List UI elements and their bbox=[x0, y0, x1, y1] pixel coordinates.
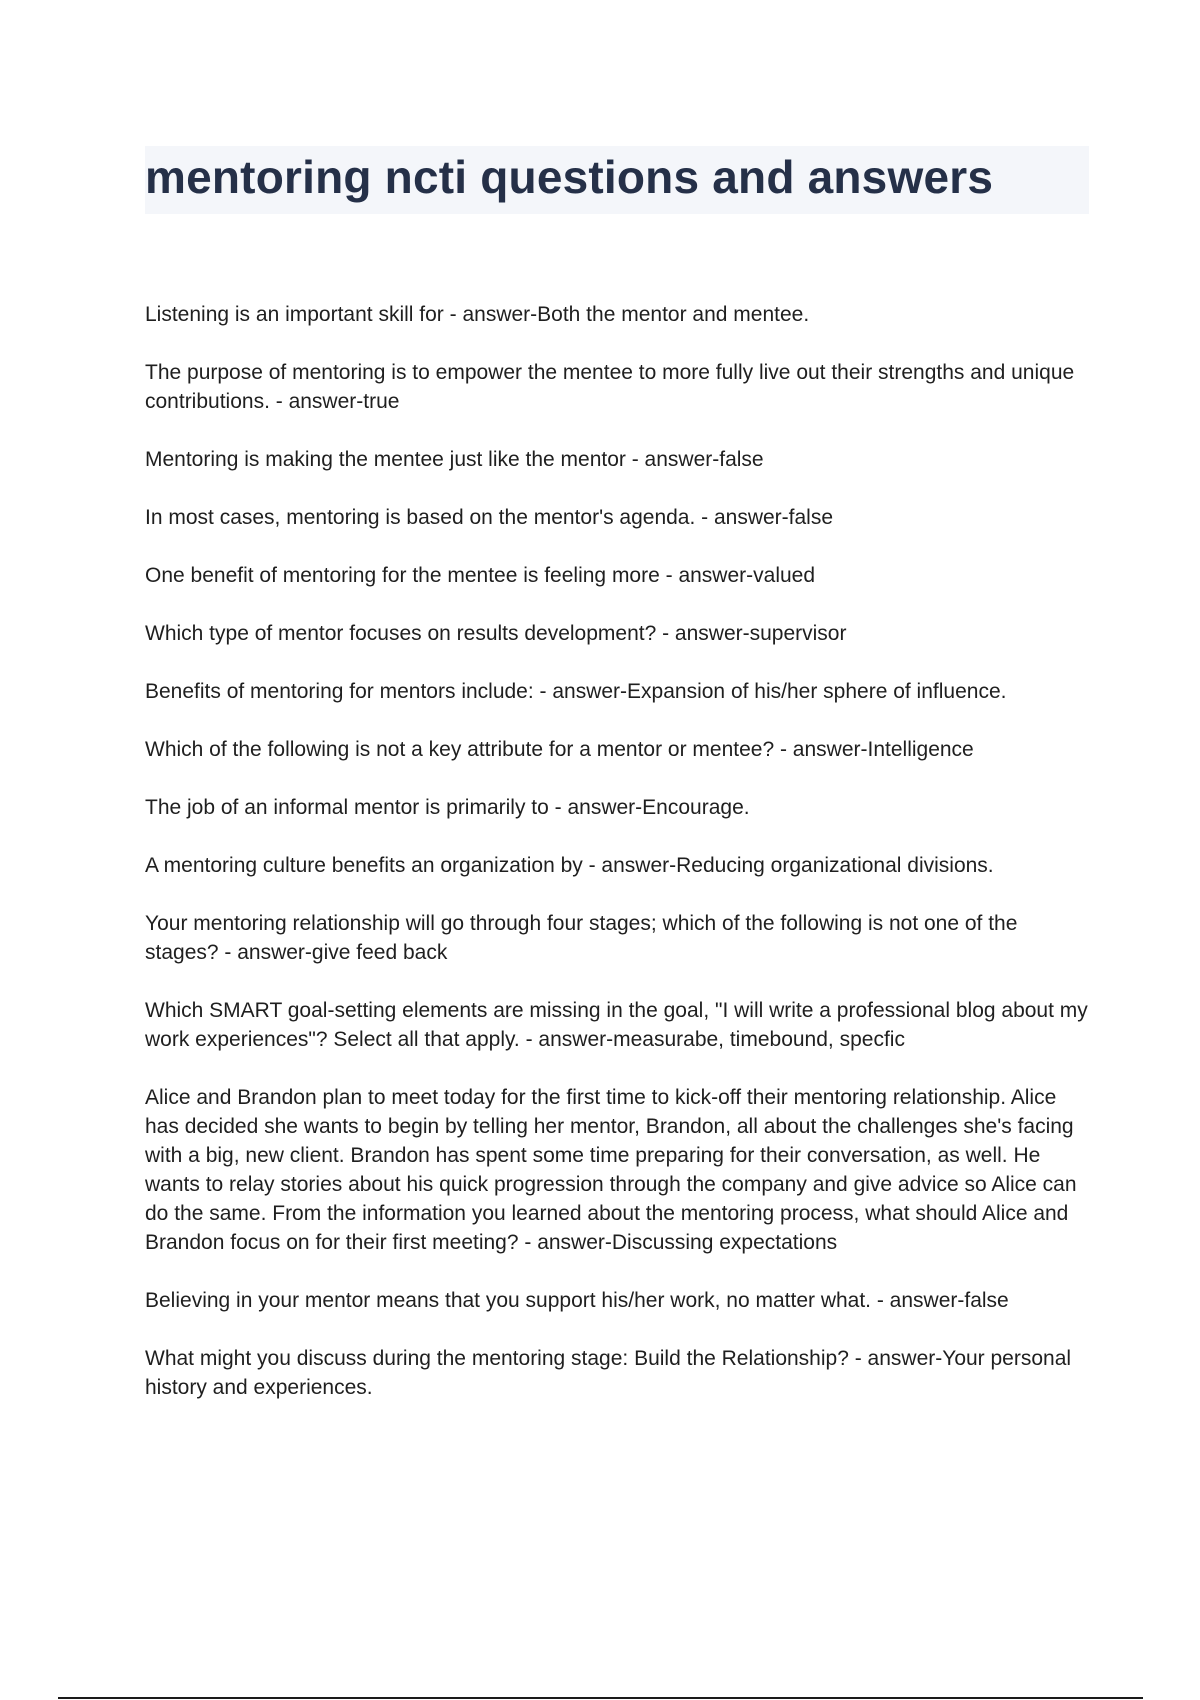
qa-item-8: Which of the following is not a key attribute for a mentor or mentee? - answer-Intelligence bbox=[145, 738, 974, 761]
qa-item-15: What might you discuss during the mentoring stage: Build the Relationship? - answer-Your personal history and experiences. bbox=[145, 1347, 1072, 1399]
qa-item-1: Listening is an important skill for - answer-Both the mentor and mentee. bbox=[145, 303, 810, 326]
footer-divider bbox=[58, 1697, 1143, 1699]
qa-item-13: Alice and Brandon plan to meet today for the first time to kick-off their mentoring relationship. Alice has decided she wants to begin by telling her mentor, Brandon, all about the challenges she's facing with a big, new client. Brandon has spent some time preparing for their conversation, as well. He wants to relay stories about his quick progression through the company and give advice so Alice can do the same. From the information you learned about the mentoring process, what should Alice and Brandon focus on for their first meeting? - answer-Discussing expectations bbox=[145, 1086, 1077, 1254]
qa-item-4: In most cases, mentoring is based on the mentor's agenda. - answer-false bbox=[145, 506, 834, 529]
qa-item-3: Mentoring is making the mentee just like the mentor - answer-false bbox=[145, 448, 764, 471]
qa-item-2: The purpose of mentoring is to empower the mentee to more fully live out their strengths and unique contributions. - answer-true bbox=[145, 361, 1075, 413]
page-title: mentoring ncti questions and answers bbox=[145, 151, 994, 203]
qa-item-6: Which type of mentor focuses on results development? - answer-supervisor bbox=[145, 622, 847, 645]
qa-item-12: Which SMART goal-setting elements are missing in the goal, "I will write a professional blog about my work experiences"? Select all that apply. - answer-measurabe, timebound, specfic bbox=[145, 999, 1088, 1051]
qa-item-10: A mentoring culture benefits an organization by - answer-Reducing organizational divisions. bbox=[145, 854, 994, 877]
qa-item-14: Believing in your mentor means that you support his/her work, no matter what. - answer-false bbox=[145, 1289, 1009, 1312]
qa-item-11: Your mentoring relationship will go through four stages; which of the following is not one of the stages? - answer-give feed back bbox=[145, 912, 1018, 964]
qa-item-9: The job of an informal mentor is primarily to - answer-Encourage. bbox=[145, 796, 750, 819]
qa-list bbox=[145, 300, 1095, 1431]
qa-item-5: One benefit of mentoring for the mentee is feeling more - answer-valued bbox=[145, 564, 816, 587]
qa-item-7: Benefits of mentoring for mentors include: - answer-Expansion of his/her sphere of influence. bbox=[145, 680, 1007, 703]
title-banner bbox=[145, 146, 1089, 214]
